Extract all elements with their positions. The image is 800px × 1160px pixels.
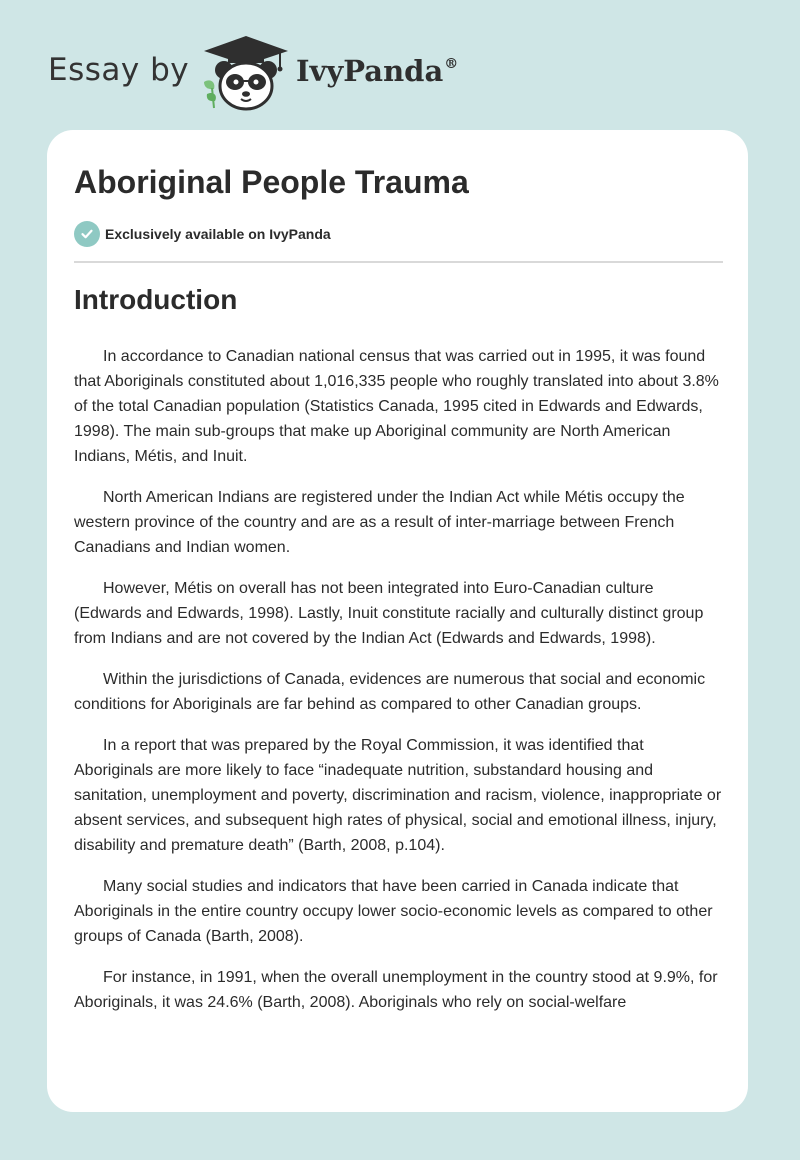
brand-name[interactable]: IvyPanda® bbox=[296, 54, 459, 88]
essay-title: Aboriginal People Trauma bbox=[74, 164, 469, 200]
registered-mark: ® bbox=[444, 56, 459, 72]
panda-graduate-logo-icon[interactable] bbox=[200, 34, 292, 112]
paragraph: However, Métis on overall has not been integrated into Euro-Canadian culture (Edwards and Edwards, 1998). Lastly, Inuit constitute racially and culturally distinct group from Indians and are not covered by the Indian Act (Edwards and Edwards, 1998). bbox=[74, 580, 704, 647]
section-heading: Introduction bbox=[74, 284, 238, 315]
site-header bbox=[48, 30, 508, 110]
paragraph: North American Indians are registered under the Indian Act while Métis occupy the western province of the country and are as a result of inter-marriage between French Canadians and Indian women. bbox=[74, 489, 685, 556]
paragraph: In accordance to Canadian national census that was carried out in 1995, it was found that Aboriginals constituted about 1,016,335 people who roughly translated into about 3.8% of the total Canadian population (Statistics Canada, 1995 cited in Edwards and Edwards, 1998). The main sub-groups that make up Aboriginal community are North American Indians, Métis, and Inuit. bbox=[74, 348, 719, 465]
paragraph: Within the jurisdictions of Canada, evidences are numerous that social and economic conditions for Aboriginals are far behind as compared to other Canadian groups. bbox=[74, 671, 706, 713]
essay-body bbox=[74, 344, 724, 1031]
paragraph: In a report that was prepared by the Royal Commission, it was identified that Aboriginals are more likely to face “inadequate nutrition, substandard housing and sanitation, unemployment and poverty, discrimination and racism, violence, inappropriate or absent services, and subsequent high rates of physical, social and emotional illness, injury, disability and premature death” (Barth, 2008, p.104). bbox=[74, 737, 722, 854]
essay-by-label: Essay by bbox=[48, 52, 190, 88]
check-circle-icon bbox=[74, 221, 100, 247]
exclusive-badge bbox=[74, 221, 331, 247]
divider bbox=[74, 261, 723, 263]
paragraph: Many social studies and indicators that have been carried in Canada indicate that Aboriginals in the entire country occupy lower socio-economic levels as compared to other groups of Canada (Barth, 2008). bbox=[74, 878, 713, 945]
essay-card bbox=[47, 130, 748, 1112]
paragraph: For instance, in 1991, when the overall unemployment in the country stood at 9.9%, for Aboriginals, it was 24.6% (Barth, 2008). Aboriginals who rely on social-welfare bbox=[74, 969, 718, 1011]
exclusive-badge-label: Exclusively available on IvyPanda bbox=[105, 226, 331, 242]
